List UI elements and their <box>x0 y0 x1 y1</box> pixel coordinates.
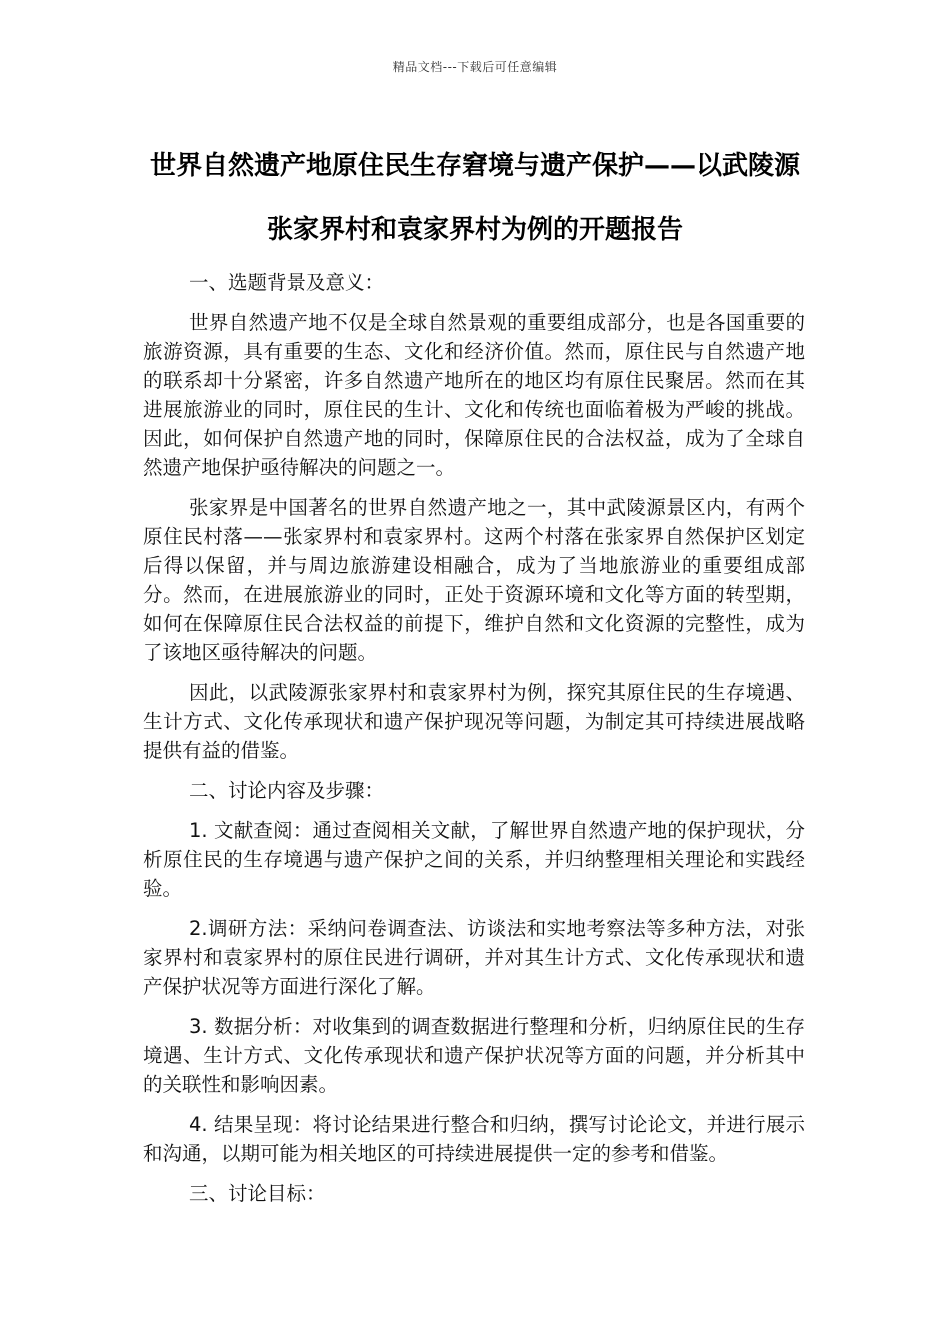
list-item-results: 4. 结果呈现：将讨论结果进行整合和归纳，撰写讨论论文，并进行展示和沟通，以期可能为相关地区的可持续进展提供一定的参考和借鉴。 <box>143 1113 805 1165</box>
section-heading-goals: 三、讨论目标： <box>189 1182 326 1205</box>
paragraph-background-3: 因此，以武陵源张家界村和袁家界村为例，探究其原住民的生存境遇、生计方式、文化传承现状和遗产保护现况等问题，为制定其可持续进展战略提供有益的借鉴。 <box>143 681 805 762</box>
paragraph-background-1: 世界自然遗产地不仅是全球自然景观的重要组成部分，也是各国重要的旅游资源，具有重要的生态、文化和经济价值。然而，原住民与自然遗产地的联系却十分紧密，许多自然遗产地所在的地区均有原住民聚居。然而在其进展旅游业的同时，原住民的生计、文化和传统也面临着极为严峻的挑战。因此，如何保护自然遗产地的同时，保障原住民的合法权益，成为了全球自然遗产地保护亟待解决的问题之一。 <box>143 311 805 479</box>
list-item-methods: 2.调研方法：采纳问卷调查法、访谈法和实地考察法等多种方法，对张家界村和袁家界村的原住民进行调研，并对其生计方式、文化传承现状和遗产保护状况等方面进行深化了解。 <box>143 917 805 998</box>
list-item-analysis: 3. 数据分析：对收集到的调查数据进行整理和分析，归纳原住民的生存境遇、生计方式、文化传承现状和遗产保护状况等方面的问题，并分析其中的关联性和影响因素。 <box>143 1015 805 1096</box>
document-title: 世界自然遗产地原住民生存窘境与遗产保护——以武陵源张家界村和袁家界村为例的开题报告 <box>149 151 800 245</box>
list-item-literature: 1. 文献查阅：通过查阅相关文献，了解世界自然遗产地的保护现状，分析原住民的生存境遇与遗产保护之间的关系，并归纳整理相关理论和实践经验。 <box>143 819 805 900</box>
header-note: 精品文档---下载后可任意编辑 <box>392 60 558 74</box>
paragraph-background-2: 张家界是中国著名的世界自然遗产地之一，其中武陵源景区内，有两个原住民村落——张家界村和袁家界村。这两个村落在张家界自然保护区划定后得以保留，并与周边旅游建设相融合，成为了当地旅游业的重要组成部分。然而，在进展旅游业的同时，正处于资源环境和文化等方面的转型期，如何在保障原住民合法权益的前提下，维护自然和文化资源的完整性，成为了该地区亟待解决的问题。 <box>143 496 805 664</box>
document-body <box>143 268 805 1219</box>
section-heading-content: 二、讨论内容及步骤： <box>189 779 385 802</box>
section-heading-background: 一、选题背景及意义： <box>189 271 385 294</box>
